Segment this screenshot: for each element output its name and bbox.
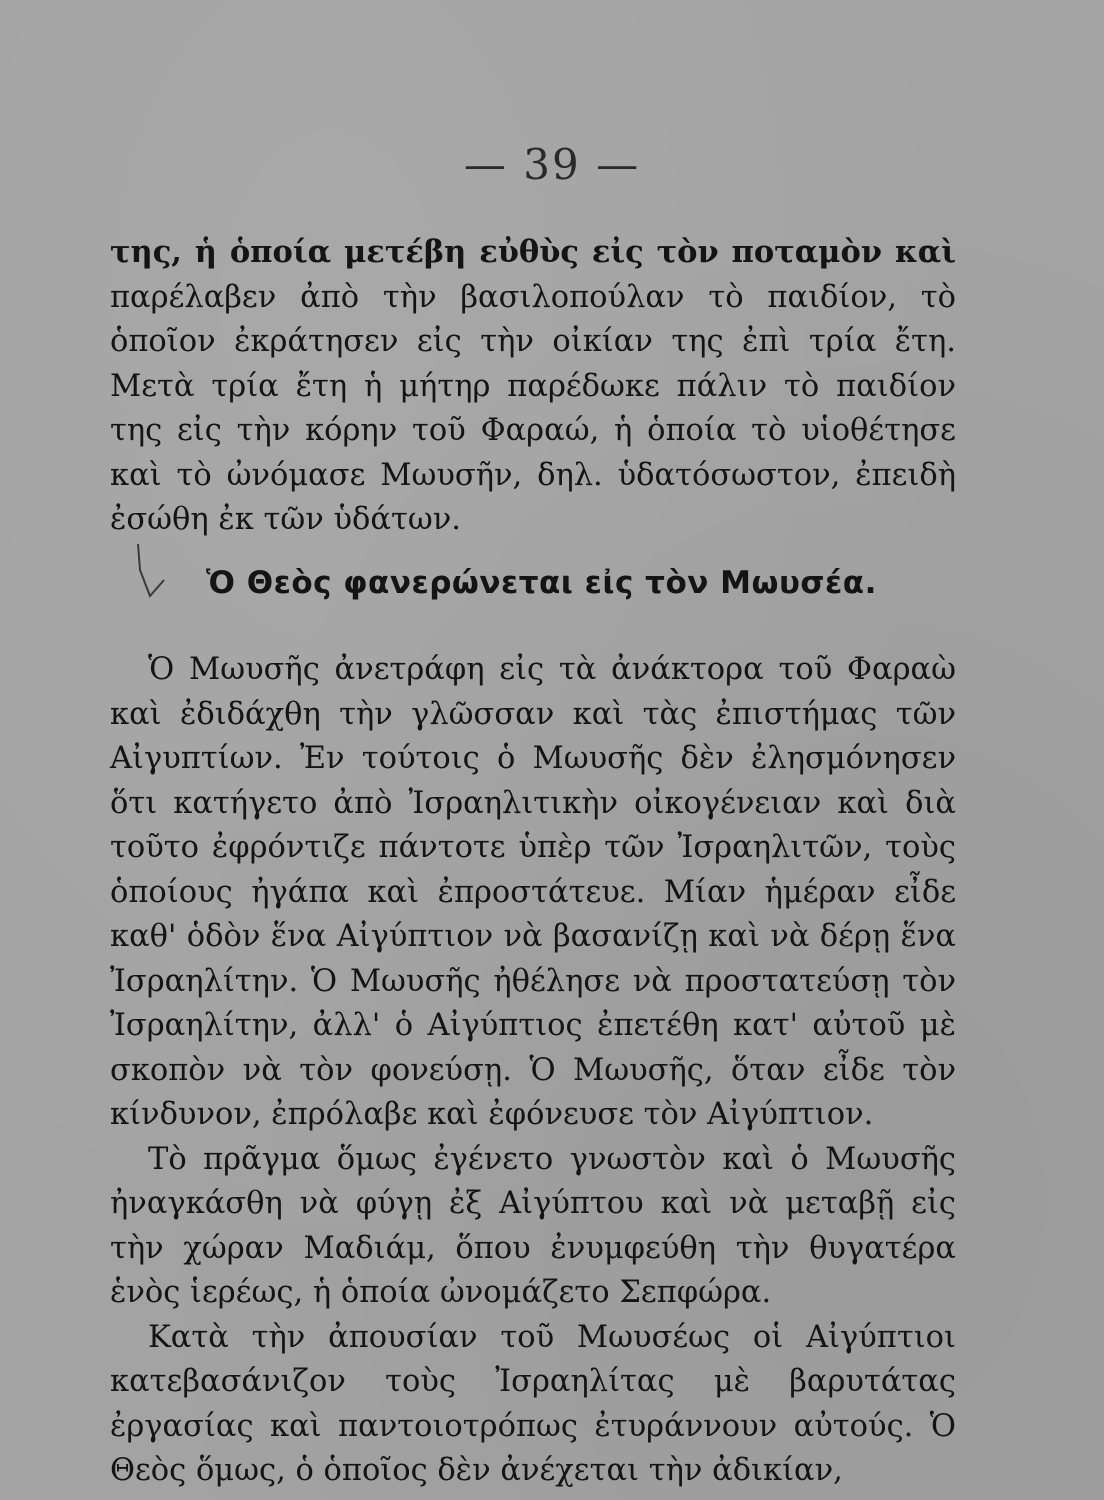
body-text	[110, 648, 956, 1494]
opening-paragraph	[110, 230, 956, 543]
opening-paragraph-rest: παρέλαβεν ἀπὸ τὴν βασιλοπούλαν τὸ παιδίον, τὸ ὁποῖον ἐκράτησεν εἰς τὴν οἰκίαν της ἐπὶ τρία ἔτη. Μετὰ τρία ἔτη ἡ μήτηρ παρέδωκε πάλιν τὸ παιδίον της εἰς τὴν κόρην τοῦ Φαραώ, ἡ ὁποία τὸ υἱοθέτησε καὶ τὸ ὠνόμασε Μωυσῆν, δηλ. ὑδατόσωστον, ἐπειδὴ ἐσώθη ἐκ τῶν ὑδάτων.	[110, 279, 956, 537]
body-paragraph-3: Κατὰ τὴν ἀπουσίαν τοῦ Μωυσέως οἱ Αἰγύπτιοι κατεβασάνιζον τοὺς Ἰσραηλίτας μὲ βαρυτάτας ἐργασίας καὶ παντοιοτρόπως ἐτυράννουν αὐτούς. Ὁ Θεὸς ὅμως, ὁ ὁποῖος δὲν ἀνέχεται τὴν ἀδικίαν,	[110, 1319, 956, 1488]
pencil-check-mark-icon	[130, 540, 170, 600]
section-heading: Ὁ Θεὸς φανερώνεται εἰς τὸν Μωυσέα.	[206, 565, 877, 601]
body-paragraph-1: Ὁ Μωυσῆς ἀνετράφη εἰς τὰ ἀνάκτορα τοῦ Φαραὼ καὶ ἐδιδάχθη τὴν γλῶσσαν καὶ τὰς ἐπιστήμας τῶν Αἰγυπτίων. Ἐν τούτοις ὁ Μωυσῆς δὲν ἐλησμόνησεν ὅτι κατήγετο ἀπὸ Ἰσραηλιτικὴν οἰκογένειαν καὶ διὰ τοῦτο ἐφρόντιζε πάντοτε ὑπὲρ τῶν Ἰσραηλιτῶν, τοὺς ὁποίους ἠγάπα καὶ ἐπροστάτευε. Μίαν ἡμέραν εἶδε καθ' ὁδὸν ἕνα Αἰγύπτιον νὰ βασανίζῃ καὶ νὰ δέρῃ ἕνα Ἰσραηλίτην. Ὁ Μωυσῆς ἠθέλησε νὰ προστατεύσῃ τὸν Ἰσραηλίτην, ἀλλ' ὁ Αἰγύπτιος ἐπετέθη κατ' αὐτοῦ μὲ σκοπὸν νὰ τὸν φονεύσῃ. Ὁ Μωυσῆς, ὅταν εἶδε τὸν κίνδυνον, ἐπρόλαβε καὶ ἐφόνευσε τὸν Αἰγύπτιον.	[110, 652, 956, 1132]
page-number: — 39 —	[463, 140, 641, 189]
opening-paragraph-lead: της, ἡ ὁποία μετέβη εὐθὺς εἰς τὸν ποταμὸν καὶ	[110, 234, 956, 270]
body-paragraph-2: Τὸ πρᾶγμα ὅμως ἐγένετο γνωστὸν καὶ ὁ Μωυσῆς ἠναγκάσθη νὰ φύγῃ ἐξ Αἰγύπτου καὶ νὰ μεταβῇ εἰς τὴν χώραν Μαδιάμ, ὅπου ἐνυμφεύθη τὴν θυγατέρα ἑνὸς ἱερέως, ἡ ὁποία ὠνομάζετο Σεπφώρα.	[110, 1141, 956, 1310]
